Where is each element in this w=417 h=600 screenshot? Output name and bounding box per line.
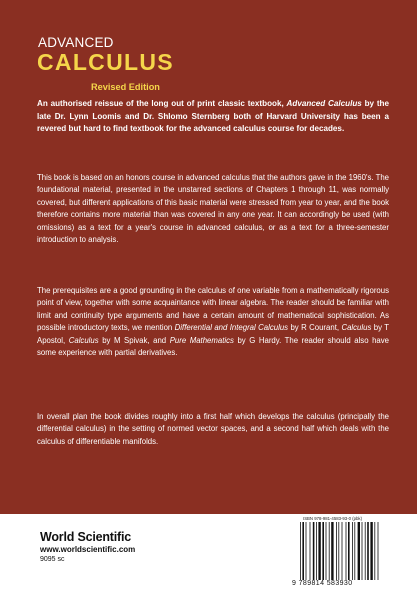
description-paragraph-3: In overall plan the book divides roughly into a first half which develops the calculus (principally the differential calculus) in the setting of normed vector spaces, and a second half which deals with the calculus of differentiable manifolds. <box>37 412 389 446</box>
edition-label: Revised Edition <box>91 82 160 92</box>
description-paragraph-1: This book is based on an honors course in advanced calculus that the authors gave in the 1960's. The foundational material, presented in the unstarred sections of Chapters 1 through 11, was normally covered, but different applications of this basic material were stressed from year to year, and the book therefore contains more material than was covered in any one year. It can accordingly be used (with omissions) as a text for a year's course in advanced calculus, or as a text for a three-semester introduction to analysis. <box>37 173 389 245</box>
intro-blurb: An authorised reissue of the long out of print classic textbook, Advanced Calculus by the late Dr. Lynn Loomis and Dr. Shlomo Sternberg both of Harvard University has been a revered but hard to find textbook for the advanced calculus course for decades. <box>37 99 389 134</box>
book-title: CALCULUS <box>37 49 174 75</box>
barcode-digits: 9 789814 583930 <box>292 580 353 587</box>
barcode-icon <box>298 522 386 580</box>
isbn-label: ISBN 978-981-4583-93-0 (pbk) <box>303 516 362 521</box>
title-prefix: ADVANCED <box>38 35 114 50</box>
description-paragraph-2: The prerequisites are a good grounding in the calculus of one variable from a mathematically rigorous point of view, together with some acquaintance with linear algebra. The reader should be familiar with limit and continuity type arguments and have a certain amount of mathematical sophistication. As possible introductory texts, we mention Differential and Integral Calculus by R Courant, Calculus by T Apostol, Calculus by M Spivak, and Pure Mathematics by G Hardy. The reader should also have some experience with partial derivatives. <box>37 286 389 358</box>
publisher-website: www.worldscientific.com <box>40 545 136 554</box>
publisher-name: World Scientific <box>40 530 132 544</box>
product-code: 9095 sc <box>40 556 65 563</box>
